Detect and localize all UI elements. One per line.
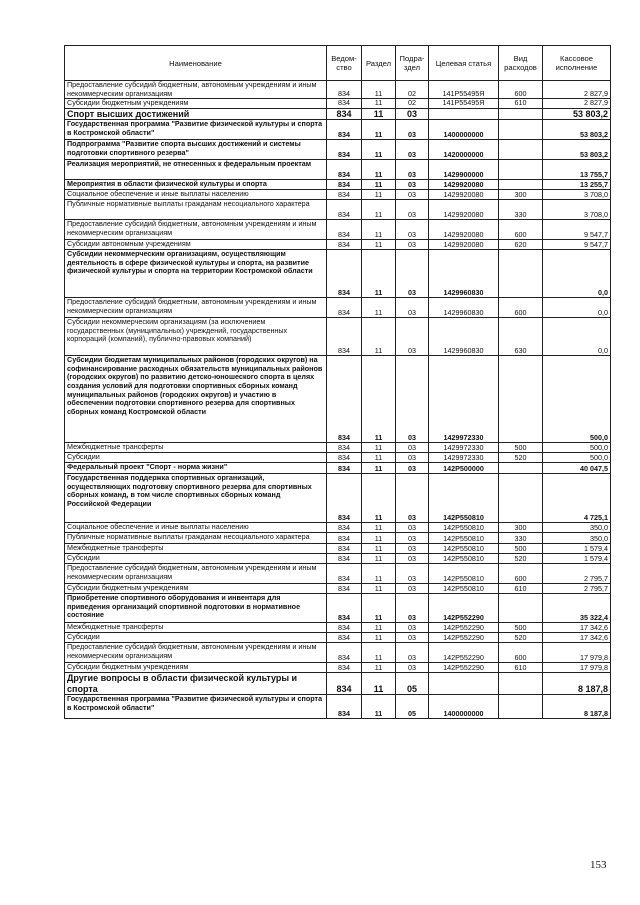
table-row [65, 120, 611, 140]
cell-target: 142Р552290 [429, 594, 499, 623]
cell-dept: 834 [327, 663, 362, 673]
cell-kind: 520 [499, 554, 543, 564]
cell-sub: 03 [396, 240, 429, 250]
cell-dept: 834 [327, 99, 362, 109]
cell-target: 142Р550810 [429, 474, 499, 523]
cell-name: Субсидии бюджетным учреждениям [65, 663, 327, 673]
cell-kind: 620 [499, 240, 543, 250]
cell-dept: 834 [327, 474, 362, 523]
cell-amount: 8 187,8 [543, 673, 611, 695]
table-row [65, 633, 611, 643]
cell-name: Предоставление субсидий бюджетным, автономным учреждениям и иным некоммерческим организациям [65, 564, 327, 584]
budget-table-page [64, 45, 610, 719]
table-row [65, 594, 611, 623]
cell-dept: 834 [327, 533, 362, 544]
cell-dept: 834 [327, 564, 362, 584]
cell-sec: 11 [362, 663, 396, 673]
cell-name: Межбюджетные трансферты [65, 443, 327, 453]
cell-target: 141Р55495Я [429, 99, 499, 109]
cell-sub: 03 [396, 443, 429, 453]
cell-sub: 03 [396, 120, 429, 140]
cell-sub: 03 [396, 463, 429, 474]
cell-dept: 834 [327, 240, 362, 250]
header-name: Наименование [65, 46, 327, 81]
cell-target: 1429920080 [429, 240, 499, 250]
cell-target: 1429960830 [429, 250, 499, 298]
cell-sec: 11 [362, 533, 396, 544]
cell-target: 1400000000 [429, 695, 499, 719]
cell-target: 1429920080 [429, 190, 499, 200]
table-row [65, 663, 611, 673]
cell-sec: 11 [362, 81, 396, 99]
cell-amount: 0,0 [543, 250, 611, 298]
table-row [65, 220, 611, 240]
cell-kind [499, 140, 543, 160]
cell-amount: 13 255,7 [543, 180, 611, 190]
cell-sub: 03 [396, 554, 429, 564]
cell-target: 142Р550810 [429, 584, 499, 594]
cell-sub: 03 [396, 584, 429, 594]
cell-amount: 0,0 [543, 318, 611, 356]
table-row [65, 643, 611, 663]
cell-dept: 834 [327, 443, 362, 453]
cell-target: 1429972330 [429, 443, 499, 453]
cell-name: Субсидии бюджетам муниципальных районов (городских округов) на софинансирование расходных обязательств муниципальных районов (городских округов) по развитию детско-юношеского спорта в целях создания условий для подготовки спортивных сборных команд муниципальных районов (городских округов) и участию в обеспечении подготовки спортивного резерва для спортивных сборных команд Костромской области [65, 356, 327, 443]
cell-dept: 834 [327, 623, 362, 633]
cell-amount: 500,0 [543, 453, 611, 463]
cell-kind: 300 [499, 190, 543, 200]
cell-sec: 11 [362, 108, 396, 120]
cell-target: 142Р552290 [429, 633, 499, 643]
cell-amount: 1 579,4 [543, 544, 611, 554]
cell-sec: 11 [362, 443, 396, 453]
cell-name: Субсидии некоммерческим организациям, осуществляющим деятельность в сфере физической культуры и спорта, на развитие физической культуры и спорта на территории Костромской области [65, 250, 327, 298]
cell-sub: 03 [396, 140, 429, 160]
cell-kind [499, 673, 543, 695]
cell-kind: 330 [499, 200, 543, 220]
cell-name: Субсидии [65, 554, 327, 564]
cell-target: 1400000000 [429, 120, 499, 140]
cell-kind [499, 180, 543, 190]
cell-kind [499, 463, 543, 474]
cell-dept: 834 [327, 584, 362, 594]
table-row [65, 443, 611, 453]
cell-dept: 834 [327, 140, 362, 160]
cell-target: 142Р550810 [429, 544, 499, 554]
cell-dept: 834 [327, 695, 362, 719]
cell-target [429, 108, 499, 120]
cell-sub: 03 [396, 564, 429, 584]
cell-sec: 11 [362, 643, 396, 663]
cell-dept: 834 [327, 180, 362, 190]
cell-kind: 610 [499, 663, 543, 673]
cell-sec: 11 [362, 180, 396, 190]
cell-target: 142Р500000 [429, 463, 499, 474]
cell-amount: 500,0 [543, 443, 611, 453]
cell-name: Субсидии [65, 633, 327, 643]
cell-target: 1429920080 [429, 200, 499, 220]
cell-kind [499, 474, 543, 523]
table-row [65, 673, 611, 695]
cell-amount: 53 803,2 [543, 108, 611, 120]
cell-sec: 11 [362, 584, 396, 594]
cell-sec: 11 [362, 250, 396, 298]
table-row [65, 190, 611, 200]
cell-target: 142Р552290 [429, 643, 499, 663]
table-row [65, 108, 611, 120]
cell-amount: 35 322,4 [543, 594, 611, 623]
cell-amount: 350,0 [543, 523, 611, 533]
header-execution: Кассовое исполнение [543, 46, 611, 81]
cell-sec: 11 [362, 544, 396, 554]
cell-amount: 13 755,7 [543, 160, 611, 180]
cell-name: Предоставление субсидий бюджетным, автономным учреждениям и иным некоммерческим организациям [65, 298, 327, 318]
cell-dept: 834 [327, 160, 362, 180]
cell-sec: 11 [362, 623, 396, 633]
cell-sec: 11 [362, 594, 396, 623]
table-row [65, 474, 611, 523]
cell-kind: 630 [499, 318, 543, 356]
cell-amount: 53 803,2 [543, 140, 611, 160]
cell-kind: 610 [499, 99, 543, 109]
table-row [65, 523, 611, 533]
cell-target: 142Р550810 [429, 533, 499, 544]
cell-target: 142Р550810 [429, 564, 499, 584]
cell-name: Социальное обеспечение и иные выплаты населению [65, 523, 327, 533]
cell-kind: 500 [499, 443, 543, 453]
cell-name: Субсидии бюджетным учреждениям [65, 99, 327, 109]
cell-amount: 53 803,2 [543, 120, 611, 140]
cell-kind [499, 120, 543, 140]
cell-name: Субсидии некоммерческим организациям (за исключением государственных (муниципальных) учреждений, государственных корпораций (компаний), публично-правовых компаний) [65, 318, 327, 356]
cell-name: Публичные нормативные выплаты гражданам несоциального характера [65, 533, 327, 544]
cell-kind: 300 [499, 523, 543, 533]
cell-dept: 834 [327, 554, 362, 564]
cell-name: Федеральный проект "Спорт - норма жизни" [65, 463, 327, 474]
cell-target: 1429972330 [429, 453, 499, 463]
cell-dept: 834 [327, 190, 362, 200]
cell-dept: 834 [327, 200, 362, 220]
cell-sec: 11 [362, 356, 396, 443]
cell-amount: 500,0 [543, 356, 611, 443]
cell-sub: 03 [396, 356, 429, 443]
cell-name: Субсидии автономным учреждениям [65, 240, 327, 250]
cell-sec: 11 [362, 564, 396, 584]
cell-dept: 834 [327, 298, 362, 318]
header-subsection: Подра-здел [396, 46, 429, 81]
cell-sec: 11 [362, 523, 396, 533]
cell-name: Подпрограмма "Развитие спорта высших достижений и системы подготовки спортивного резерва" [65, 140, 327, 160]
cell-amount: 2 827,9 [543, 99, 611, 109]
table-row [65, 180, 611, 190]
cell-sub: 03 [396, 108, 429, 120]
cell-sec: 11 [362, 474, 396, 523]
cell-dept: 834 [327, 120, 362, 140]
cell-name: Государственная поддержка спортивных организаций, осуществляющих подготовку спортивного резерва для спортивных сборных команд, в том числе спортивных сборных команд Российской Федерации [65, 474, 327, 523]
cell-name: Публичные нормативные выплаты гражданам несоциального характера [65, 200, 327, 220]
cell-amount: 17 979,8 [543, 663, 611, 673]
table-row [65, 240, 611, 250]
cell-sec: 11 [362, 120, 396, 140]
cell-dept: 834 [327, 594, 362, 623]
cell-dept: 834 [327, 643, 362, 663]
cell-dept: 834 [327, 544, 362, 554]
cell-sec: 11 [362, 298, 396, 318]
cell-kind: 600 [499, 298, 543, 318]
cell-name: Приобретение спортивного оборудования и инвентаря для приведения организаций спортивной подготовки в нормативное состояние [65, 594, 327, 623]
cell-sub: 03 [396, 453, 429, 463]
cell-target: 1429960830 [429, 298, 499, 318]
cell-sec: 11 [362, 554, 396, 564]
header-target: Целевая статья [429, 46, 499, 81]
cell-dept: 834 [327, 318, 362, 356]
cell-sec: 11 [362, 99, 396, 109]
cell-sub: 03 [396, 544, 429, 554]
cell-amount: 2 795,7 [543, 564, 611, 584]
cell-amount: 3 708,0 [543, 190, 611, 200]
cell-target: 142Р550810 [429, 554, 499, 564]
cell-target: 1429960830 [429, 318, 499, 356]
cell-dept: 834 [327, 250, 362, 298]
cell-sub: 03 [396, 180, 429, 190]
cell-sec: 11 [362, 453, 396, 463]
table-row [65, 564, 611, 584]
cell-sec: 11 [362, 318, 396, 356]
cell-sub: 03 [396, 200, 429, 220]
cell-kind [499, 108, 543, 120]
cell-dept: 834 [327, 633, 362, 643]
cell-sec: 11 [362, 633, 396, 643]
cell-name: Предоставление субсидий бюджетным, автономным учреждениям и иным некоммерческим организациям [65, 220, 327, 240]
cell-kind: 600 [499, 220, 543, 240]
table-row [65, 99, 611, 109]
cell-dept: 834 [327, 220, 362, 240]
cell-kind: 520 [499, 633, 543, 643]
cell-kind: 600 [499, 564, 543, 584]
cell-dept: 834 [327, 673, 362, 695]
table-row [65, 463, 611, 474]
cell-kind [499, 695, 543, 719]
cell-sec: 11 [362, 200, 396, 220]
table-row [65, 554, 611, 564]
cell-sub: 02 [396, 99, 429, 109]
cell-sec: 11 [362, 190, 396, 200]
cell-target: 142Р550810 [429, 523, 499, 533]
cell-kind: 330 [499, 533, 543, 544]
table-row [65, 318, 611, 356]
cell-kind: 500 [499, 623, 543, 633]
table-row [65, 81, 611, 99]
cell-kind [499, 356, 543, 443]
cell-amount: 9 547,7 [543, 220, 611, 240]
cell-sub: 03 [396, 643, 429, 663]
cell-kind [499, 594, 543, 623]
cell-target: 142Р552290 [429, 623, 499, 633]
table-row [65, 544, 611, 554]
header-dept: Ведом-ство [327, 46, 362, 81]
cell-sub: 03 [396, 663, 429, 673]
cell-sub: 03 [396, 474, 429, 523]
cell-sec: 11 [362, 463, 396, 474]
cell-sub: 05 [396, 695, 429, 719]
table-row [65, 453, 611, 463]
cell-name: Социальное обеспечение и иные выплаты населению [65, 190, 327, 200]
cell-sec: 11 [362, 240, 396, 250]
cell-sub: 03 [396, 250, 429, 298]
cell-name: Спорт высших достижений [65, 108, 327, 120]
cell-dept: 834 [327, 108, 362, 120]
cell-sub: 02 [396, 81, 429, 99]
cell-name: Другие вопросы в области физической культуры и спорта [65, 673, 327, 695]
table-row [65, 200, 611, 220]
cell-amount: 0,0 [543, 298, 611, 318]
cell-name: Предоставление субсидий бюджетным, автономным учреждениям и иным некоммерческим организациям [65, 643, 327, 663]
cell-kind [499, 250, 543, 298]
table-row [65, 584, 611, 594]
cell-kind: 500 [499, 544, 543, 554]
budget-execution-table [64, 45, 611, 719]
cell-sub: 03 [396, 623, 429, 633]
cell-name: Межбюджетные трансферты [65, 623, 327, 633]
table-header [65, 46, 611, 81]
cell-amount: 8 187,8 [543, 695, 611, 719]
cell-amount: 2 827,9 [543, 81, 611, 99]
cell-amount: 9 547,7 [543, 240, 611, 250]
cell-name: Субсидии бюджетным учреждениям [65, 584, 327, 594]
cell-sub: 03 [396, 160, 429, 180]
cell-name: Государственная программа "Развитие физической культуры и спорта в Костромской области" [65, 695, 327, 719]
cell-sub: 03 [396, 190, 429, 200]
cell-sub: 03 [396, 298, 429, 318]
table-row [65, 140, 611, 160]
cell-sub: 03 [396, 594, 429, 623]
cell-target [429, 673, 499, 695]
cell-amount: 17 342,6 [543, 633, 611, 643]
cell-sec: 11 [362, 220, 396, 240]
cell-amount: 2 795,7 [543, 584, 611, 594]
table-row [65, 250, 611, 298]
cell-sub: 03 [396, 523, 429, 533]
cell-sub: 03 [396, 633, 429, 643]
cell-sec: 11 [362, 673, 396, 695]
table-row [65, 695, 611, 719]
cell-kind [499, 160, 543, 180]
cell-dept: 834 [327, 356, 362, 443]
header-section: Раздел [362, 46, 396, 81]
cell-amount: 4 725,1 [543, 474, 611, 523]
cell-name: Мероприятия в области физической культуры и спорта [65, 180, 327, 190]
cell-target: 1429920080 [429, 180, 499, 190]
cell-target: 141Р55495Я [429, 81, 499, 99]
cell-amount: 17 342,6 [543, 623, 611, 633]
cell-sub: 03 [396, 533, 429, 544]
cell-amount: 17 979,8 [543, 643, 611, 663]
cell-kind: 610 [499, 584, 543, 594]
cell-name: Предоставление субсидий бюджетным, автономным учреждениям и иным некоммерческим организациям [65, 81, 327, 99]
cell-dept: 834 [327, 453, 362, 463]
cell-kind: 600 [499, 643, 543, 663]
cell-sec: 11 [362, 140, 396, 160]
cell-name: Субсидии [65, 453, 327, 463]
cell-name: Межбюджетные трансферты [65, 544, 327, 554]
table-row [65, 298, 611, 318]
cell-target: 1429920080 [429, 220, 499, 240]
cell-kind: 520 [499, 453, 543, 463]
cell-target: 1420000000 [429, 140, 499, 160]
cell-name: Реализация мероприятий, не отнесенных к федеральным проектам [65, 160, 327, 180]
cell-target: 1429900000 [429, 160, 499, 180]
cell-sec: 11 [362, 695, 396, 719]
cell-sub: 03 [396, 220, 429, 240]
page-number: 153 [590, 859, 607, 871]
cell-dept: 834 [327, 523, 362, 533]
cell-dept: 834 [327, 81, 362, 99]
cell-target: 1429972330 [429, 356, 499, 443]
cell-target: 142Р552290 [429, 663, 499, 673]
table-row [65, 623, 611, 633]
table-row [65, 533, 611, 544]
cell-amount: 3 708,0 [543, 200, 611, 220]
cell-sub: 03 [396, 318, 429, 356]
table-row [65, 356, 611, 443]
cell-amount: 350,0 [543, 533, 611, 544]
cell-sub: 05 [396, 673, 429, 695]
cell-name: Государственная программа "Развитие физической культуры и спорта в Костромской области" [65, 120, 327, 140]
cell-sec: 11 [362, 160, 396, 180]
table-row [65, 160, 611, 180]
cell-kind: 600 [499, 81, 543, 99]
cell-amount: 1 579,4 [543, 554, 611, 564]
cell-dept: 834 [327, 463, 362, 474]
header-kind: Вид расходов [499, 46, 543, 81]
cell-amount: 40 047,5 [543, 463, 611, 474]
